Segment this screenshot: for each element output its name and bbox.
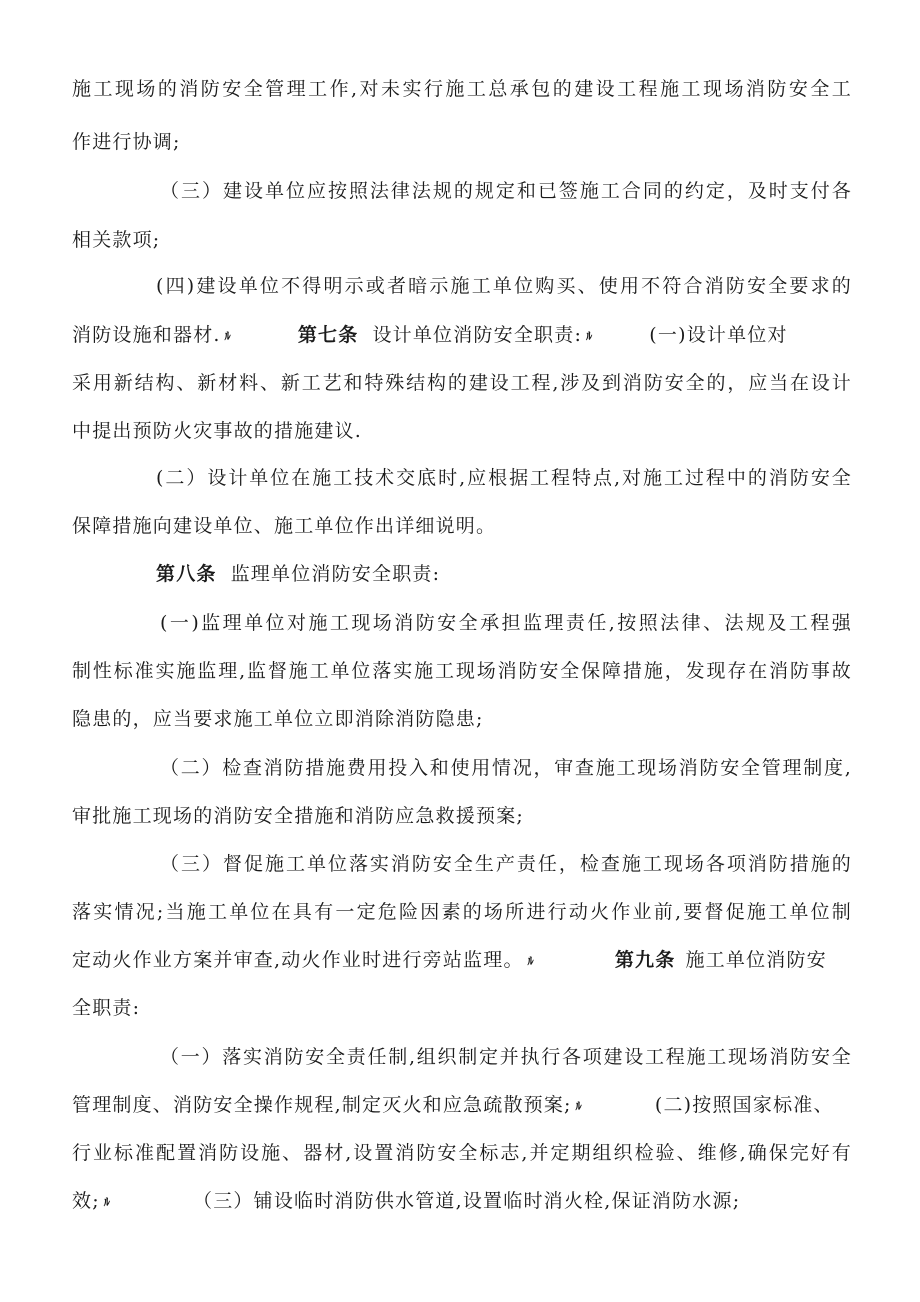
text-line: (一)监理单位对施工现场消防安全承担监理责任,按照法律、法规及工程强 [160,612,852,634]
text-segment: (二)按照国家标准、 [654,1094,834,1116]
text-line: （一）落实消防安全责任制,组织制定并执行各项建设工程施工现场消防安全 [160,1046,852,1068]
text-line: 保障措施向建设单位、施工单位作出详细说明。 [72,515,497,537]
text-segment: （三）铺设临时消防供水管道,设置临时消火栓,保证消防水源; [193,1190,741,1212]
text-line: （二）检查消防措施费用投入和使用情况，审查施工现场消防安全管理制度, [160,757,852,779]
article-heading: 第八条 [156,563,217,585]
text-line: 行业标准配置消防设施、器材,设置消防安全标志,并定期组织检验、维修,确保完好有 [72,1142,852,1164]
text-line: 相关款项; [72,229,161,251]
article-heading: 第七条 [297,324,359,346]
text-segment: 效; [72,1190,100,1212]
text-line [72,1090,852,1120]
text-segment: 定动火作业方案并审查,动火作业时进行旁站监理。 [72,949,524,971]
article-title: 监理单位消防安全职责: [230,563,441,585]
article-title: 设计单位消防安全职责: [372,324,583,346]
text-line-article-7 [72,320,852,350]
text-line: 作进行协调; [72,131,181,153]
text-line: 中提出预防火灾事故的措施建议. [72,420,363,442]
text-line: 制性标准实施监理,监督施工单位落实施工现场消防安全保障措施，发现存在消防事故 [72,660,852,682]
text-line: 全职责: [72,997,141,1019]
text-segment: 消防设施和器材. [72,324,221,346]
text-line: 隐患的，应当要求施工单位立即消除消防隐患; [72,708,484,730]
article-title: 施工单位消防安 [685,949,827,971]
text-line: 采用新结构、新材料、新工艺和特殊结构的建设工程,涉及到消防安全的，应当在设计 [72,372,852,394]
text-segment: (一)设计单位对 [649,324,788,346]
paragraph-mark-icon: ﾙ [224,329,232,343]
article-heading: 第九条 [614,949,676,971]
text-line: 审批施工现场的消防安全措施和消防应急救援预案; [72,805,525,827]
text-line: （三）建设单位应按照法律法规的规定和已签施工合同的约定，及时支付各 [160,180,852,202]
text-line: （三）督促施工单位落实消防安全生产责任，检查施工现场各项消防措施的 [160,853,852,875]
paragraph-mark-icon: ﾙ [103,1195,112,1209]
text-line: 施工现场的消防安全管理工作,对未实行施工总承包的建设工程施工现场消防安全工 [72,78,852,100]
text-line-article-9 [72,945,852,975]
text-segment: 管理制度、消防安全操作规程,制定灭火和应急疏散预案; [72,1094,572,1116]
text-line: (四)建设单位不得明示或者暗示施工单位购买、使用不符合消防安全要求的 [156,275,852,297]
paragraph-mark-icon: ﾙ [527,954,535,968]
text-line [72,1186,852,1216]
text-line: 落实情况;当施工单位在具有一定危险因素的场所进行动火作业前,要督促施工单位制 [72,901,852,923]
paragraph-mark-icon: ﾙ [575,1099,583,1113]
text-line: (二）设计单位在施工技术交底时,应根据工程特点,对施工过程中的消防安全 [156,467,852,489]
text-line-article-8 [156,559,440,589]
paragraph-mark-icon: ﾙ [586,329,594,343]
